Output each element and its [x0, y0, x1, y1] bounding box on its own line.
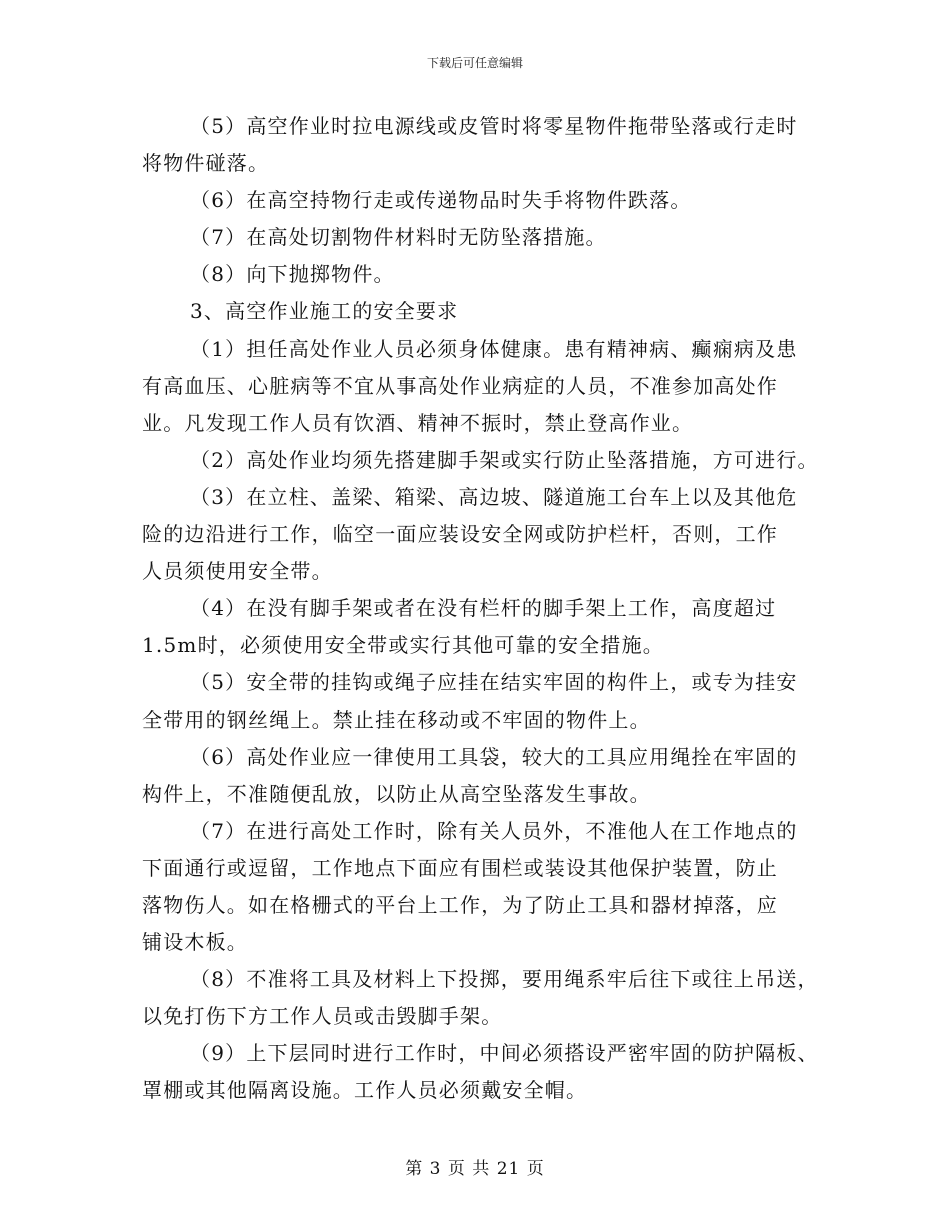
paragraph-line: 构件上，不准随便乱放，以防止从高空坠落发生事故。 — [142, 781, 651, 806]
paragraph-line: 1.5m时，必须使用安全带或实行其他可靠的安全措施。 — [142, 633, 664, 658]
page-header: 下载后可任意编辑 — [426, 56, 523, 70]
paragraph-line: 全带用的钢丝绳上。禁止挂在移动或不牢固的物件上。 — [142, 707, 651, 732]
paragraph-line: （7）在进行高处工作时，除有关人员外，不准他人在工作地点的 — [190, 818, 798, 843]
paragraph-line: （8）向下抛掷物件。 — [190, 262, 395, 287]
paragraph-line: 下面通行或逗留，工作地点下面应有围栏或装设其他保护装置，防止 — [142, 855, 778, 880]
paragraph-line: 险的边沿进行工作，临空一面应装设安全网或防护栏杆，否则，工作 — [142, 522, 778, 547]
paragraph-line: 以免打伤下方工作人员或击毁脚手架。 — [142, 1004, 503, 1029]
paragraph-line: 罩棚或其他隔离设施。工作人员必须戴安全帽。 — [142, 1078, 588, 1103]
document-body — [142, 108, 822, 1110]
section-heading: 3、高空作业施工的安全要求 — [190, 299, 459, 324]
paragraph-line: （3）在立柱、盖梁、箱梁、高边坡、隧道施工台车上以及其他危 — [190, 484, 798, 509]
paragraph-line: （4）在没有脚手架或者在没有栏杆的脚手架上工作，高度超过 — [190, 596, 777, 621]
paragraph-line: 将物件碰落。 — [142, 151, 270, 176]
paragraph-line: （1）担任高处作业人员必须身体健康。患有精神病、癫痫病及患 — [190, 336, 798, 361]
paragraph-line: 落物伤人。如在格栅式的平台上工作，为了防止工具和器材掉落，应 — [142, 892, 778, 917]
paragraph-line: （2）高处作业均须先搭建脚手架或实行防止坠落措施，方可进行。 — [190, 447, 819, 472]
paragraph-line: 人员须使用安全带。 — [142, 559, 333, 584]
page-number: 第 3 页 共 21 页 — [405, 1159, 545, 1179]
paragraph-line: （5）安全带的挂钩或绳子应挂在结实牢固的构件上，或专为挂安 — [190, 670, 798, 695]
paragraph-line: 铺设木板。 — [142, 930, 248, 955]
paragraph-line: 有高血压、心脏病等不宜从事高处作业病症的人员，不准参加高处作 — [142, 373, 778, 398]
paragraph-line: （6）在高空持物行走或传递物品时失手将物件跌落。 — [190, 188, 692, 213]
paragraph-line: （6）高处作业应一律使用工具袋，较大的工具应用绳拴在牢固的 — [190, 744, 798, 769]
paragraph-line: 业。凡发现工作人员有饮酒、精神不振时，禁止登高作业。 — [142, 410, 694, 435]
paragraph-line: （8）不准将工具及材料上下投掷，要用绳系牢后往下或往上吊送， — [190, 967, 819, 992]
paragraph-line: （7）在高处切割物件材料时无防坠落措施。 — [190, 225, 607, 250]
paragraph-line: （9）上下层同时进行工作时，中间必须搭设严密牢固的防护隔板、 — [190, 1041, 819, 1066]
paragraph-line: （5）高空作业时拉电源线或皮管时将零星物件拖带坠落或行走时 — [190, 114, 798, 138]
